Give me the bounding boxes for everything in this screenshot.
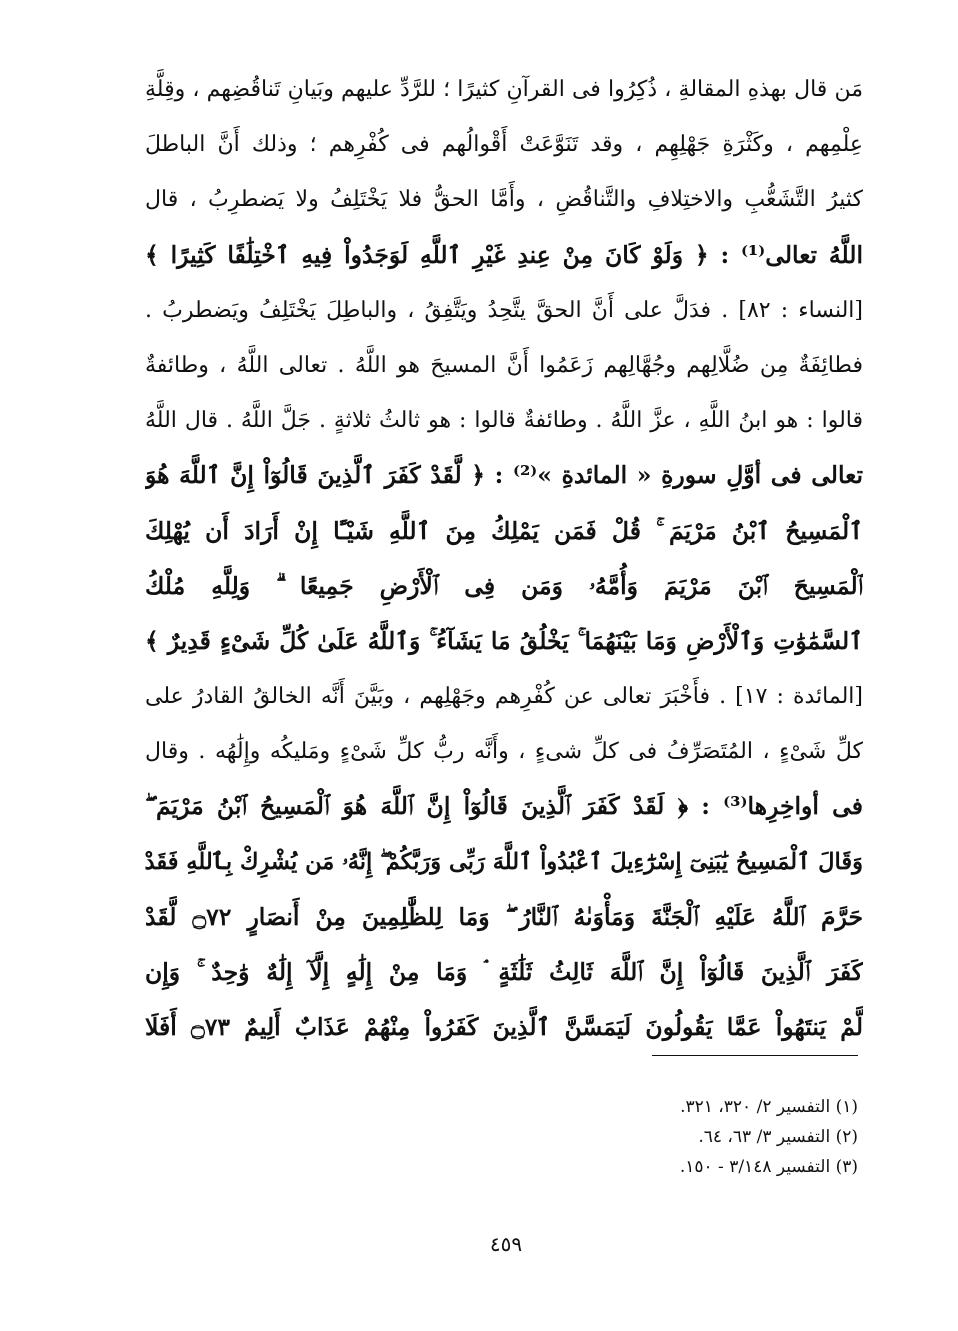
text-line-2: عِلْمِهم ، وكَثْرَةِ جَهْلِهِم ، وقد تَنَوَّعَتْ أَقْوالُهم فى كُفْرِهم ؛ وذلك أَنَّ الباطلَ (145, 132, 863, 158)
text-line-17: كَفَرَ ٱلَّذِينَ قَالُوٓاْ إِنَّ ٱللَّهَ ثَالِثُ ثَلَٰثَةٍ ۘ وَمَا مِنْ إِلَٰهٍ إِلَّآ إِلَٰهٌ وَٰحِدٌ ۚ وَإِن (145, 958, 863, 986)
text-line-10: ٱلْمَسِيحَ ٱبْنَ مَرْيَمَ وَأُمَّهُۥ وَمَن فِى ٱلْأَرْضِ جَمِيعًا ۗ وَلِلَّهِ مُلْكُ (145, 571, 863, 600)
text-line-14: فى أواخِرِها⁽³⁾ : ﴿ لَقَدْ كَفَرَ ٱلَّذِينَ قَالُوٓاْ إِنَّ ٱللَّهَ هُوَ ٱلْمَسِيحُ ٱبْنُ مَرْيَمَ ۖ (145, 792, 863, 821)
text-line-18: لَّمْ يَنتَهُواْ عَمَّا يَقُولُونَ لَيَمَسَّنَّ ٱلَّذِينَ كَفَرُواْ مِنْهُمْ عَذَابٌ أَلِيمٌ ۝٧٣ أَفَلَا (145, 1013, 863, 1042)
text-line-12: [المائدة : ١٧] . فأَخْبَرَ تعالى عن كُفْرِهم وجَهْلِهم ، وبَيَّنَ أَنَّه الخالقُ القادرُ على (145, 684, 863, 710)
text-line-13: كلِّ شَىْءٍ ، المُتَصَرِّفُ فى كلِّ شىءٍ ، وأَنَّه ربُّ كلِّ شَىْءٍ ومَليكُه وإِلَٰهُه . وقال (145, 739, 863, 765)
text-line-5: [النساء : ٨٢] . فدَلَّ على أَنَّ الحقَّ يتَّحِدُ ويَتَّفِقُ ، والباطِلَ يَخْتَلِفُ ويَضطربُ . (145, 297, 863, 323)
page-number: ٤٥٩ (489, 1232, 523, 1256)
text-line-7: قالوا : هو ابنُ اللَّهِ ، عزَّ اللَّهُ . وطائفةٌ قالوا : هو ثالثُ ثلاثةٍ . جَلَّ اللَّهُ . قال اللَّهُ (145, 408, 863, 434)
text-line-4: اللَّهُ تعالى⁽¹⁾ : ﴿ وَلَوْ كَانَ مِنْ عِندِ غَيْرِ ٱللَّهِ لَوَجَدُواْ فِيهِ ٱخْتِلَٰفًا كَثِيرًا ﴾ (145, 240, 863, 269)
text-line-11: ٱلسَّمَٰوَٰتِ وَٱلْأَرْضِ وَمَا بَيْنَهُمَا ۚ يَخْلُقُ مَا يَشَآءُ ۚ وَٱللَّهُ عَلَىٰ كُلِّ شَىْءٍ قَدِيرٌ ﴾ (145, 626, 863, 655)
text-line-1: مَن قال بهذهِ المقالةِ ، ذُكِرُوا فى القرآنِ كثيرًا ؛ للرَّدِّ عليهم وبَيانِ تَناقُضِهم ، وقِلَّةِ (145, 77, 863, 102)
text-line-15: وَقَالَ ٱلْمَسِيحُ يَٰبَنِىٓ إِسْرَٰٓءِيلَ ٱعْبُدُواْ ٱللَّهَ رَبِّى وَرَبَّكُمْ ۖ إِنَّهُۥ مَن يُشْرِكْ بِٱللَّهِ فَقَدْ (145, 848, 863, 875)
footnote-3: (٣) التفسير ٣/١٤٨ - ١٥٠. (679, 1157, 858, 1177)
text-line-16: حَرَّمَ ٱللَّهُ عَلَيْهِ ٱلْجَنَّةَ وَمَأْوَىٰهُ ٱلنَّارُ ۖ وَمَا لِلظَّٰلِمِينَ مِنْ أَنصَارٍ ۝٧٢ لَّقَدْ (145, 902, 863, 931)
text-line-3: كثيرُ التَّشَعُّبِ والاختِلافِ والتَّناقُضِ ، وأَمَّا الحقُّ فلا يَخْتَلِفُ ولا يَضطرِبُ ، قال (145, 187, 863, 213)
footnote-separator (652, 1055, 858, 1056)
text-line-6: فطائِفَةٌ مِن ضُلَّالِهم وجُهَّالِهم زَعَمُوا أَنَّ المسيحَ هو اللَّهُ . تعالى اللَّهُ ، وطائفةٌ (145, 352, 863, 378)
footnote-1: (١) التفسير ٢/ ٣٢٠، ٣٢١. (680, 1097, 858, 1117)
footnotes (458, 1092, 858, 1182)
main-text (145, 62, 863, 1055)
text-line-9: ٱلْمَسِيحُ ٱبْنُ مَرْيَمَ ۚ قُلْ فَمَن يَمْلِكُ مِنَ ٱللَّهِ شَيْـًٔا إِنْ أَرَادَ أَن يُهْلِكَ (145, 516, 863, 545)
text-line-8: تعالى فى أوَّلِ سورةِ « المائدةِ »⁽²⁾ : ﴿ لَّقَدْ كَفَرَ ٱلَّذِينَ قَالُوٓاْ إِنَّ ٱللَّهَ هُوَ (145, 461, 863, 490)
footnote-2: (٢) التفسير ٣/ ٦٣، ٦٤. (698, 1127, 858, 1147)
